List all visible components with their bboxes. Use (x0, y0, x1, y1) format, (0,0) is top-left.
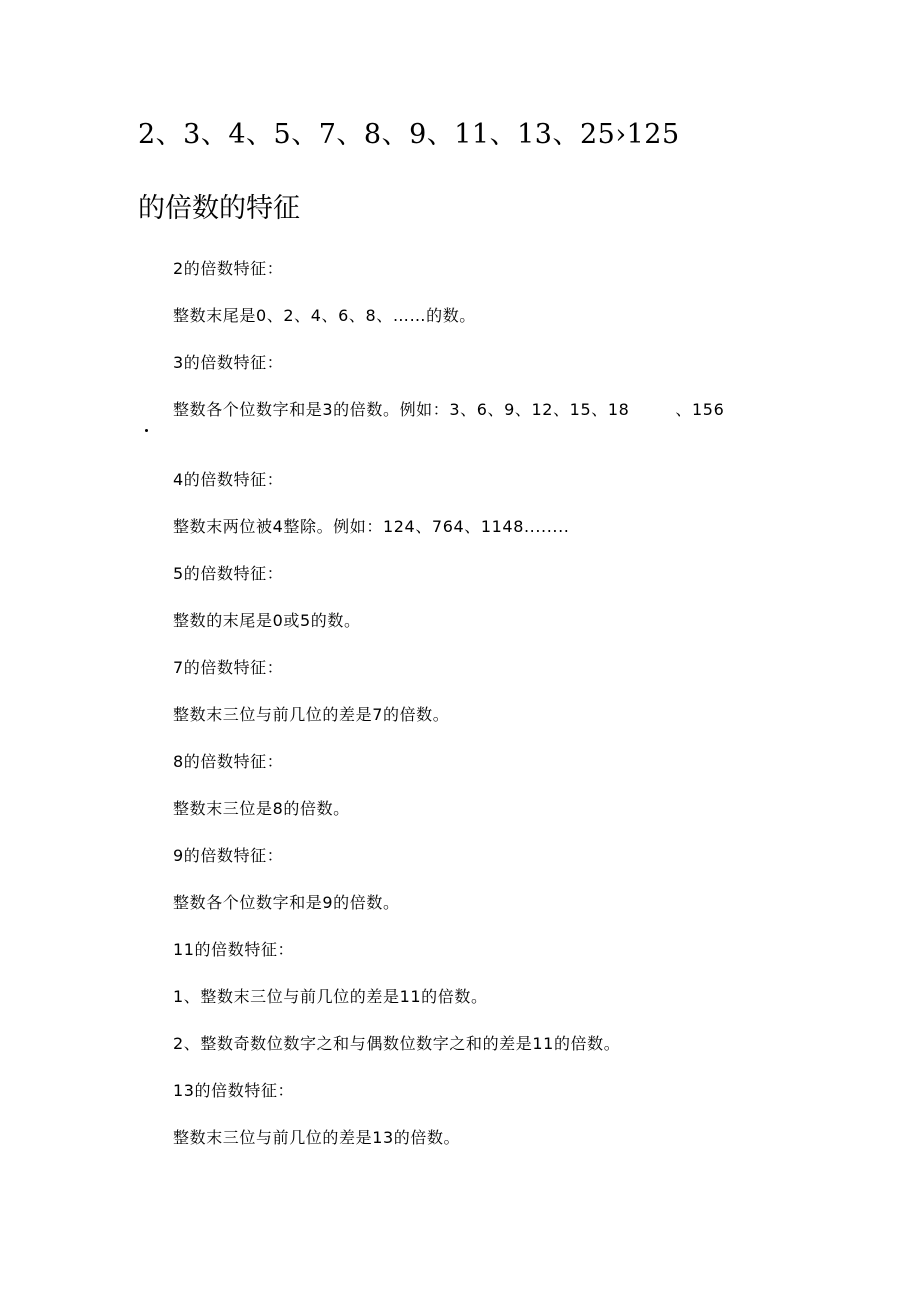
rule-multiple-of-3-main: 整数各个位数字和是3的倍数。例如：3、6、9、12、15、18 (173, 400, 630, 419)
heading-multiple-of-5: 5的倍数特征： (173, 564, 284, 583)
rule-multiple-of-3 (173, 399, 724, 421)
rule-multiple-of-11-item-2: 2、整数奇数位数字之和与偶数位数字之和的差是11的倍数。 (173, 1034, 621, 1053)
rule-multiple-of-2: 整数末尾是0、2、4、6、8、……的数。 (173, 306, 476, 325)
heading-multiple-of-11: 11的倍数特征： (173, 940, 295, 959)
rule-multiple-of-7: 整数末三位与前几位的差是7的倍数。 (173, 705, 450, 724)
heading-multiple-of-3: 3的倍数特征： (173, 353, 284, 372)
trailing-dot (145, 429, 148, 432)
document-title-line-1: 2、3、4、5、7、8、9、11、13、25›125 (138, 119, 680, 150)
heading-multiple-of-13: 13的倍数特征： (173, 1081, 295, 1100)
heading-multiple-of-8: 8的倍数特征： (173, 752, 284, 771)
heading-multiple-of-9: 9的倍数特征： (173, 846, 284, 865)
rule-multiple-of-9: 整数各个位数字和是9的倍数。 (173, 893, 400, 912)
rule-multiple-of-11-item-1: 1、整数末三位与前几位的差是11的倍数。 (173, 987, 488, 1006)
heading-multiple-of-7: 7的倍数特征： (173, 658, 284, 677)
heading-multiple-of-2: 2的倍数特征： (173, 259, 284, 278)
rule-multiple-of-13: 整数末三位与前几位的差是13的倍数。 (173, 1128, 461, 1147)
document-title-line-2: 的倍数的特征 (138, 193, 300, 224)
heading-multiple-of-4: 4的倍数特征： (173, 470, 284, 489)
rule-multiple-of-3-tail: 、156 (675, 400, 725, 419)
rule-multiple-of-8: 整数末三位是8的倍数。 (173, 799, 350, 818)
rule-multiple-of-5: 整数的末尾是0或5的数。 (173, 611, 361, 630)
rule-multiple-of-4: 整数末两位被4整除。例如：124、764、1148........ (173, 517, 570, 536)
